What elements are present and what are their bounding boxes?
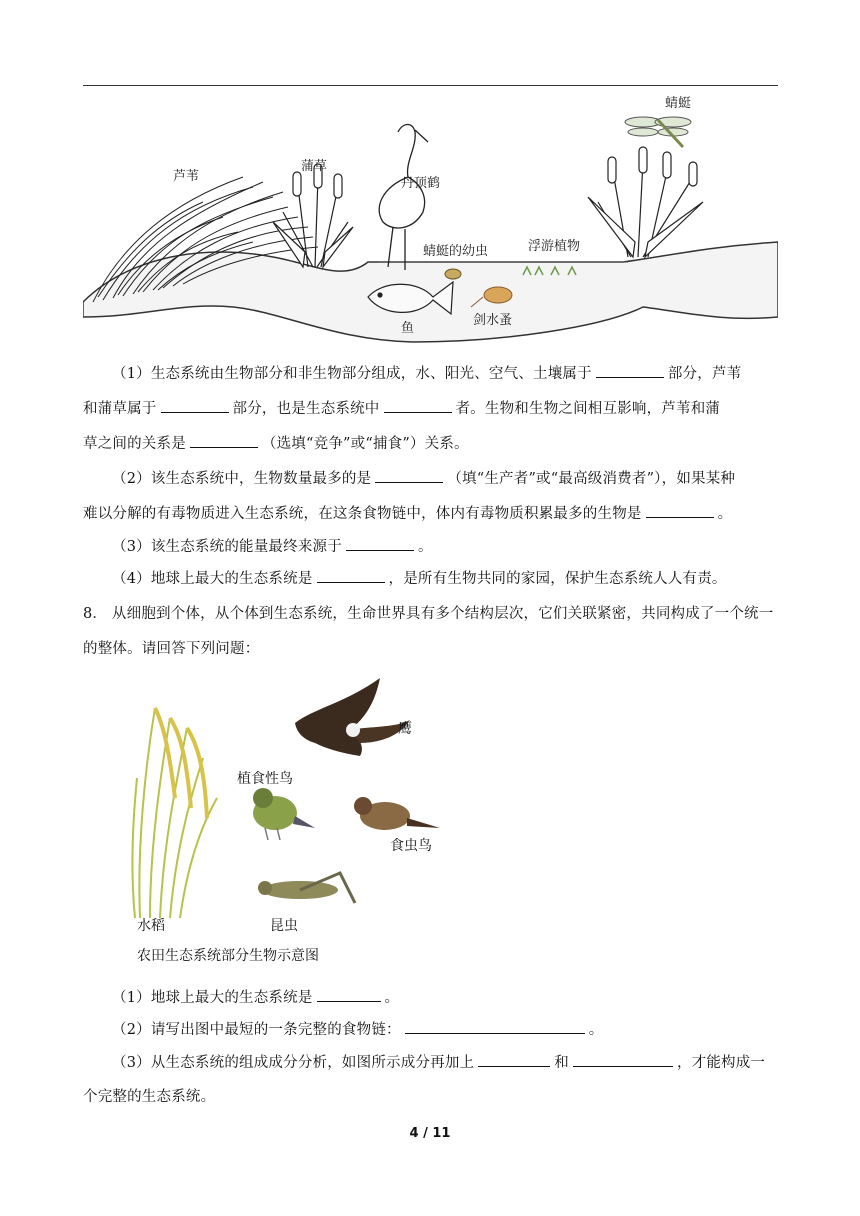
label-copepod: 剑水蚤 [473, 313, 513, 328]
dragonfly [625, 117, 691, 147]
insectivore-bird [354, 797, 440, 830]
q7-part4: （4）地球上最大的生态系统是 ，是所有生物共同的家园，保护生态系统人人有责。 [83, 562, 778, 597]
label-fish: 鱼 [401, 321, 415, 336]
cattail-plants-right [588, 147, 703, 257]
herbivore-bird [253, 788, 315, 840]
q7-part2-cont: 难以分解的有毒物质进入生态系统，在这条食物链中，体内有毒物质积累最多的生物是 。 [83, 497, 778, 532]
label-herbivore-bird: 植食性鸟 [237, 771, 293, 787]
answer-blank[interactable] [596, 363, 664, 379]
answer-blank[interactable] [317, 568, 385, 584]
figure-caption: 农田生态系统部分生物示意图 [137, 948, 319, 964]
q8-part3: （3）从生态系统的组成成分分析，如图所示成分再加上 和 ，才能构成一 [83, 1046, 778, 1081]
label-reed: 芦苇 [173, 169, 200, 184]
q7-part1: （1）生态系统由生物部分和非生物部分组成，水、阳光、空气、土壤属于 部分，芦苇 [83, 357, 778, 392]
label-eagle: 鹰 [398, 721, 412, 737]
answer-blank[interactable] [478, 1052, 550, 1068]
farmland-figure [125, 668, 465, 968]
q7-part1-cont2: 草之间的关系是 （选填“竞争”或“捕食”）关系。 [83, 427, 778, 462]
answer-blank[interactable] [190, 433, 258, 449]
q8-part3-cont: 个完整的生态系统。 [83, 1089, 216, 1105]
label-rice: 水稻 [137, 918, 165, 934]
crane-bird [379, 125, 428, 271]
q8-part2: （2）请写出图中最短的一条完整的食物链： 。 [83, 1013, 778, 1048]
q7-part1-cont: 和蒲草属于 部分，也是生态系统中 者。生物和生物之间相互影响，芦苇和蒲 [83, 392, 778, 427]
q8-stem: 8． 从细胞到个体，从个体到生态系统，生命世界具有多个结构层次，它们关联紧密，共同构成了一个统一的整体。请回答下列问题： [83, 606, 774, 657]
dragonfly-larva [445, 269, 461, 279]
label-insectivore-bird: 食虫鸟 [390, 838, 432, 854]
answer-blank[interactable] [405, 1019, 585, 1035]
label-crane: 丹顶鹤 [401, 176, 441, 191]
answer-blank[interactable] [375, 468, 443, 484]
header-rule [83, 85, 778, 86]
answer-blank[interactable] [161, 398, 229, 414]
cattail-plants-left [273, 164, 353, 267]
q7-part3: （3）该生态系统的能量最终来源于 。 [83, 530, 778, 565]
eagle [295, 678, 410, 756]
wetland-figure [83, 92, 778, 347]
q7-part2: （2）该生态系统中，生物数量最多的是 （填“生产者”或“最高级消费者”），如果某种 [83, 462, 778, 497]
answer-blank[interactable] [573, 1052, 673, 1068]
label-cattail: 蒲草 [301, 159, 328, 174]
answer-blank[interactable] [384, 398, 452, 414]
answer-blank[interactable] [317, 987, 381, 1003]
rice-plant [132, 708, 217, 918]
insect-grasshopper [258, 873, 355, 903]
label-plankton: 浮游植物 [528, 239, 581, 254]
page-number: 4 / 11 [409, 1126, 451, 1141]
q8-part1: （1）地球上最大的生态系统是 。 [83, 981, 778, 1016]
answer-blank[interactable] [646, 503, 714, 519]
label-insect: 昆虫 [270, 918, 298, 934]
label-larva: 蜻蜓的幼虫 [423, 244, 489, 259]
answer-blank[interactable] [346, 536, 414, 552]
label-dragonfly: 蜻蜓 [665, 96, 692, 111]
